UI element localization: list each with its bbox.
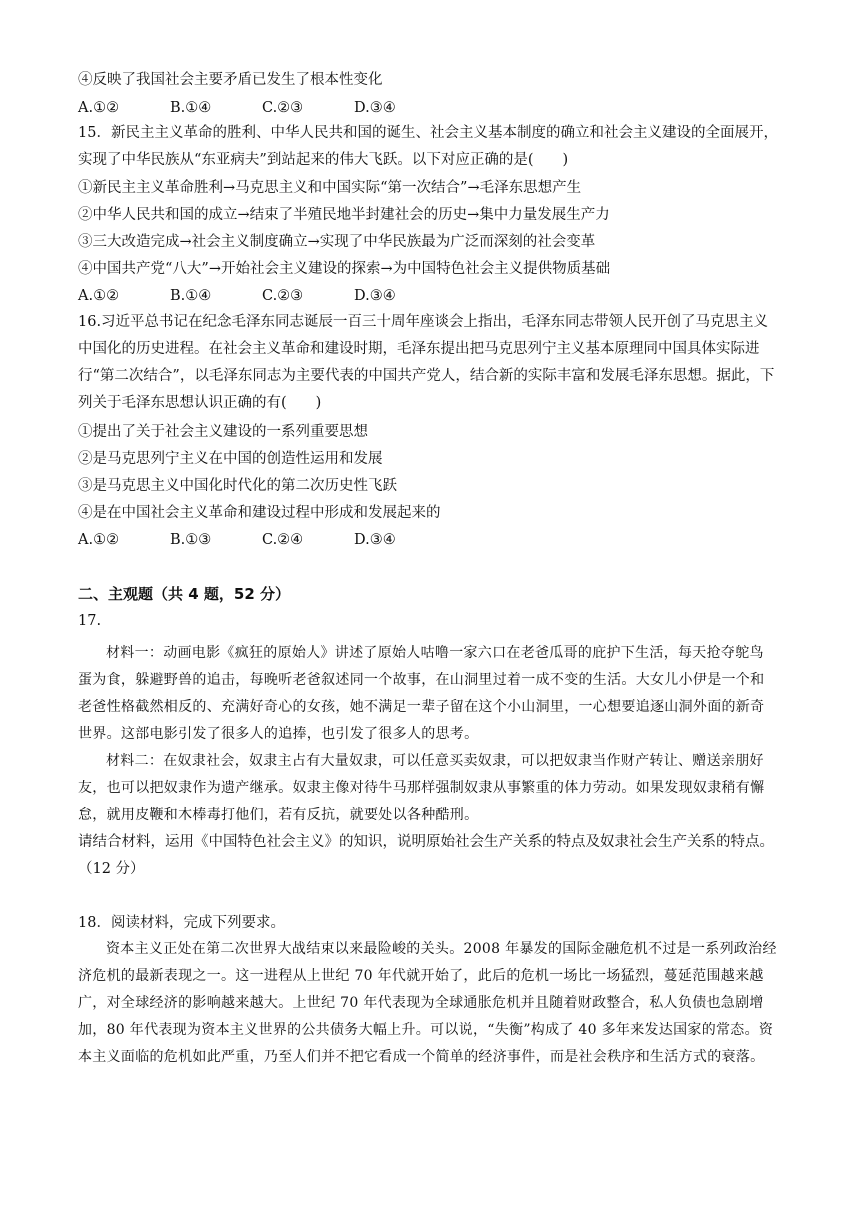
q16-item-3: ③是马克思主义中国化时代化的第二次历史性飞跃: [78, 478, 397, 494]
q15-item-4: ④中国共产党“八大”→开始社会主义建设的探索→为中国特色社会主义提供物质基础: [78, 261, 611, 277]
q15-option-b: B.①④: [170, 288, 212, 304]
q14-options: [78, 98, 446, 118]
section-2-title: 二、主观题（共 4 题，52 分）: [78, 585, 290, 603]
q15-item-2: ②中华人民共和国的成立→结束了半殖民地半封建社会的历史→集中力量发展生产力: [78, 207, 610, 223]
q14-option-c: C.②③: [262, 100, 304, 116]
q17-material-1: 材料一：动画电影《疯狂的原始人》讲述了原始人咕噜一家六口在老爸瓜哥的庇护下生活，每天抢夺鸵鸟蛋为食，躲避野兽的追击，每晚听老爸叙述同一个故事，在山洞里过着一成不变的生活。大女儿小伊是一个和老爸性格截然相反的、充满好奇心的女孩，她不满足一辈子留在这个小山洞里，一心想要追逐山洞外面的新奇世界。这部电影引发了很多人的追捧，也引发了很多人的思考。: [78, 645, 765, 742]
q15-options: [78, 286, 446, 306]
q14-option-d: D.③④: [354, 100, 396, 116]
q16-option-c: C.②④: [262, 532, 304, 548]
q15-option-d: D.③④: [354, 288, 396, 304]
q16-option-b: B.①③: [170, 532, 212, 548]
q14-option-a: A.①②: [78, 100, 120, 116]
q17-question: 请结合材料，运用《中国特色社会主义》的知识，说明原始社会生产关系的特点及奴隶社会生产关系的特点。（12 分）: [78, 834, 774, 877]
q16-stem: 16.习近平总书记在纪念毛泽东同志诞辰一百三十周年座谈会上指出，毛泽东同志带领人民开创了马克思主义中国化的历史进程。在社会主义革命和建设时期，毛泽东提出把马克思列宁主义基本原理同中国具体实际进行“第二次结合”，以毛泽东同志为主要代表的中国共产党人，结合新的实际丰富和发展毛泽东思想。据此，下列关于毛泽东思想认识正确的有( ): [78, 314, 775, 411]
q16-option-a: A.①②: [78, 532, 120, 548]
q18-stem: 18．阅读材料，完成下列要求。: [78, 915, 285, 931]
q14-option-b: B.①④: [170, 100, 212, 116]
q15-option-c: C.②③: [262, 288, 304, 304]
q14-item-4: ④反映了我国社会主要矛盾已发生了根本性变化: [78, 72, 383, 88]
q16-item-4: ④是在中国社会主义革命和建设过程中形成和发展起来的: [78, 505, 441, 521]
q15-item-1: ①新民主主义革命胜利→马克思主义和中国实际“第一次结合”→毛泽东思想产生: [78, 180, 582, 196]
q16-item-1: ①提出了关于社会主义建设的一系列重要思想: [78, 424, 368, 440]
q16-option-d: D.③④: [354, 532, 396, 548]
q17-material-2: 材料二：在奴隶社会，奴隶主占有大量奴隶，可以任意买卖奴隶，可以把奴隶当作财产转让、赠送亲朋好友，也可以把奴隶作为遗产继承。奴隶主像对待牛马那样强制奴隶从事繁重的体力劳动。如果发现奴隶稍有懈怠，就用皮鞭和木棒毒打他们，若有反抗，就要处以各种酷刑。: [78, 753, 765, 823]
q17-number: 17.: [78, 613, 102, 629]
q15-item-3: ③三大改造完成→社会主义制度确立→实现了中华民族最为广泛而深刻的社会变革: [78, 234, 596, 250]
q16-options: [78, 530, 446, 550]
q16-item-2: ②是马克思列宁主义在中国的创造性运用和发展: [78, 451, 383, 467]
q15-stem: 15．新民主主义革命的胜利、中华人民共和国的诞生、社会主义基本制度的确立和社会主义建设的全面展开，实现了中华民族从“东亚病夫”到站起来的伟大飞跃。以下对应正确的是( ): [78, 125, 778, 168]
q18-material: 资本主义正处在第二次世界大战结束以来最险峻的关头。2008 年暴发的国际金融危机不过是一系列政治经济危机的最新表现之一。这一进程从上世纪 70 年代就开始了，此后的危机一场比一场猛烈，蔓延范围越来越广，对全球经济的影响越来越大。上世纪 70 年代表现为全球通胀危机并且随着财政整合，私人负债也急剧增加，80 年代表现为资本主义世界的公共债务大幅上升。可以说，“失衡”构成了 40 多年来发达国家的常态。资本主义面临的危机如此严重，乃至人们并不把它看成一个简单的经济事件，而是社会秩序和生活方式的衰落。: [78, 941, 777, 1065]
q15-option-a: A.①②: [78, 288, 120, 304]
